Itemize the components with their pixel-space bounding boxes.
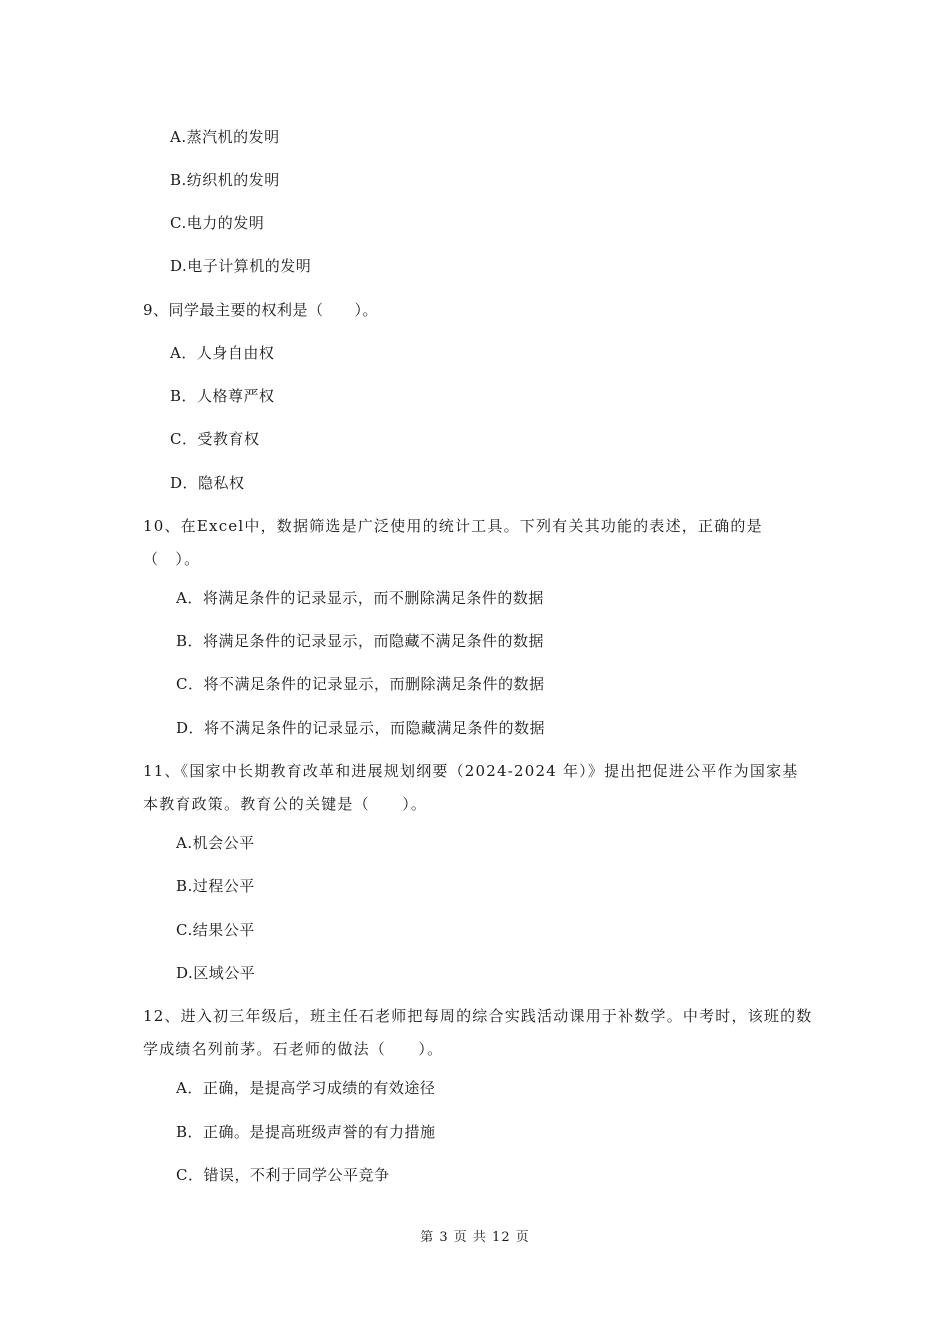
q11-option-d: D.区域公平 (176, 964, 256, 982)
q10-option-a: A．将满足条件的记录显示，而不删除满足条件的数据 (176, 589, 544, 607)
q9-option-a: A．人身自由权 (170, 344, 275, 362)
q10-stem: 10、在Excel中，数据筛选是广泛使用的统计工具。下列有关其功能的表述，正确的是（ ）。 (143, 517, 763, 568)
q12-stem: 12、进入初三年级后，班主任石老师把每周的综合实践活动课用于补数学。中考时，该班的数学成绩名列前茅。石老师的做法（ ）。 (143, 1007, 813, 1058)
q8-option-d: D.电子计算机的发明 (170, 257, 312, 275)
q11-option-c: C.结果公平 (176, 921, 255, 939)
q12-option-c: C．错误，不利于同学公平竞争 (176, 1166, 390, 1184)
q12-option-a: A．正确，是提高学习成绩的有效途径 (176, 1079, 436, 1097)
q11-option-b: B.过程公平 (176, 877, 255, 895)
q10-option-c: C．将不满足条件的记录显示，而删除满足条件的数据 (176, 675, 545, 693)
q10-option-b: B．将满足条件的记录显示，而隐藏不满足条件的数据 (176, 632, 545, 650)
q10-option-d: D．将不满足条件的记录显示，而隐藏满足条件的数据 (176, 719, 546, 737)
page-footer: 第 3 页 共 12 页 (420, 1230, 530, 1245)
q9-option-c: C．受教育权 (170, 430, 260, 448)
q12-option-b: B．正确。是提高班级声誉的有力措施 (176, 1123, 436, 1141)
q9-option-d: D．隐私权 (170, 474, 245, 492)
q9-stem: 9、同学最主要的权利是（ ）。 (143, 301, 379, 319)
q11-option-a: A.机会公平 (176, 834, 255, 852)
q9-option-b: B．人格尊严权 (170, 387, 275, 405)
q8-option-c: C.电力的发明 (170, 214, 265, 232)
q8-option-b: B.纺织机的发明 (170, 171, 280, 189)
q11-stem: 11、《国家中长期教育改革和进展规划纲要（2024-2024 年）》提出把促进公平作为国家基本教育政策。教育公的关键是（ ）。 (143, 762, 799, 813)
q8-option-a: A.蒸汽机的发明 (170, 128, 280, 146)
